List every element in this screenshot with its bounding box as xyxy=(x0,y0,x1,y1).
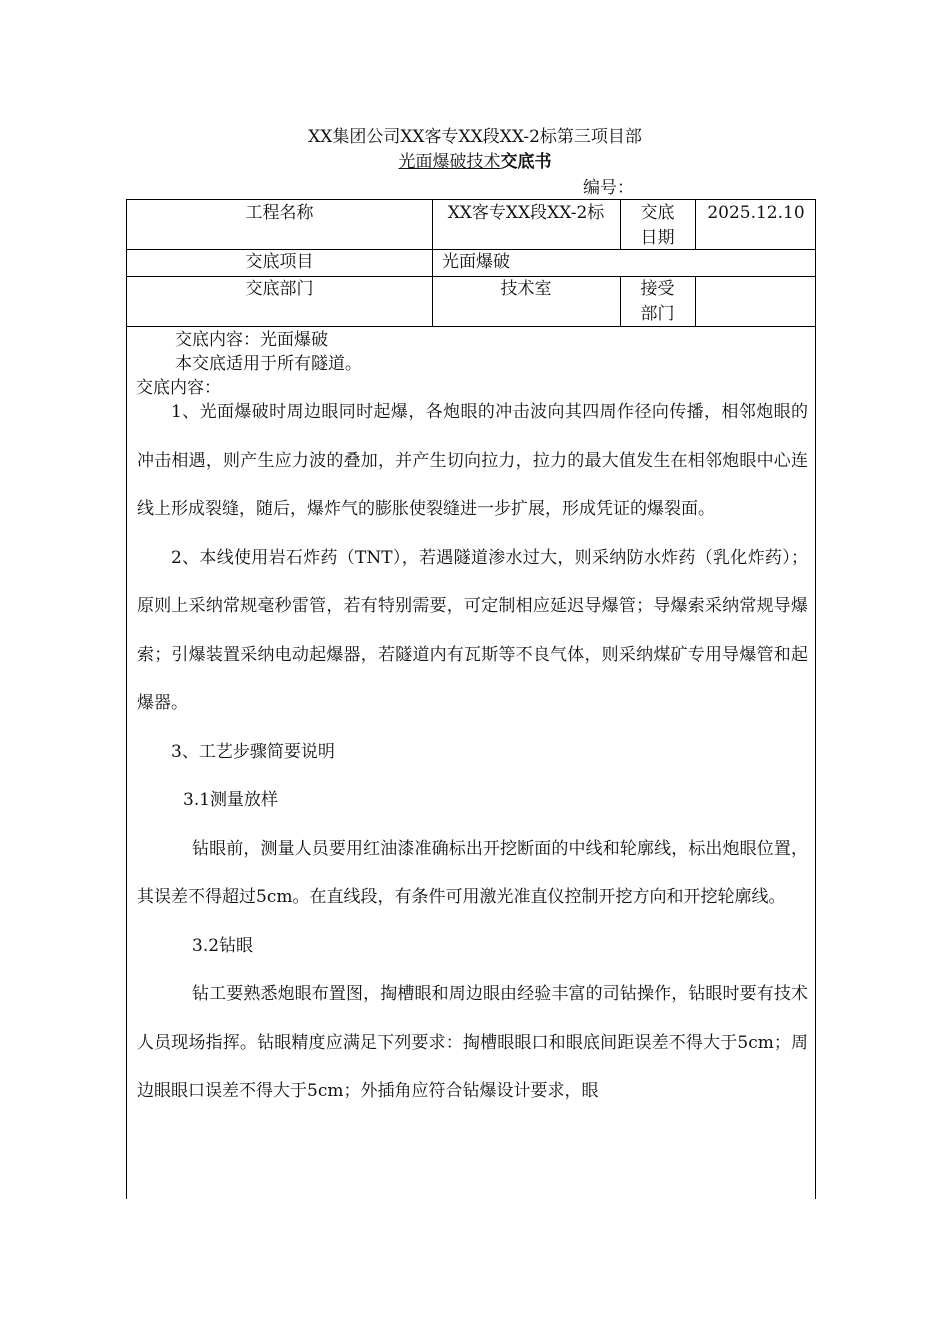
receiver-label: 接受部门 xyxy=(640,279,675,324)
column-divider xyxy=(620,200,621,249)
content-intro-3: 交底内容： xyxy=(136,378,221,398)
content-intro-1: 交底内容：光面爆破 xyxy=(175,330,328,350)
dept-label: 交底部门 xyxy=(245,279,314,299)
section-3-2-body: 钻工要熟悉炮眼布置图，掏槽眼和周边眼由经验丰富的司钻操作，钻眼时要有技术人员现场指挥。钻眼精度应满足下列要求：掏槽眼眼口和眼底间距误差不得大于5cm；周边眼眼口误差不得大于5cm；外插角应符合钻爆设计要求，眼 xyxy=(137,984,808,1101)
paragraph-2: 2、本线使用岩石炸药（TNT），若遇隧道渗水过大，则采纳防水炸药（乳化炸药）；原则上采纳常规毫秒雷管，若有特别需要，可定制相应延迟导爆管；导爆索采纳常规导爆索；引爆装置采纳电动起爆器，若隧道内有瓦斯等不良气体，则采纳煤矿专用导爆管和起爆器。 xyxy=(137,547,808,713)
paragraph-1: 1、光面爆破时周边眼同时起爆，各炮眼的冲击波向其四周作径向传播，相邻炮眼的冲击相遇，则产生应力波的叠加，并产生切向拉力，拉力的最大值发生在相邻炮眼中心连线上形成裂缝，随后，爆炸气的膨胀使裂缝进一步扩展，形成凭证的爆裂面。 xyxy=(137,402,808,519)
content-intro-2: 本交底适用于所有隧道。 xyxy=(175,354,362,374)
date-value: 2025.12.10 xyxy=(707,203,805,223)
column-divider xyxy=(620,276,621,326)
column-divider xyxy=(695,276,696,326)
section-3-1-title: 3.1测量放样 xyxy=(183,790,279,810)
section-3-1-body: 钻眼前，测量人员要用红油漆准确标出开挖断面的中线和轮廓线，标出炮眼位置，其误差不得超过5cm。在直线段，有条件可用激光准直仪控制开挖方向和开挖轮廓线。 xyxy=(137,838,808,907)
serial-number-label: 编号： xyxy=(583,178,634,198)
document-title xyxy=(0,150,950,174)
project-name-label: 工程名称 xyxy=(245,203,314,223)
date-label: 交底日期 xyxy=(640,203,675,248)
company-line: XX集团公司XX客专XX段XX-2标第三项目部 xyxy=(308,127,642,147)
row-divider xyxy=(127,326,816,327)
title-underlined: 光面爆破技术 xyxy=(398,152,501,172)
item-value: 光面爆破 xyxy=(442,252,510,272)
disclosure-content xyxy=(137,328,808,1116)
title-bold: 交底书 xyxy=(500,152,552,172)
disclosure-table xyxy=(126,199,816,1199)
project-name-value: XX客专XX段XX-2标 xyxy=(447,203,605,223)
paragraph-3: 3、工艺步骤简要说明 xyxy=(171,741,335,762)
item-label: 交底项目 xyxy=(245,252,314,272)
dept-value: 技术室 xyxy=(500,279,552,299)
section-3-2-title: 3.2钻眼 xyxy=(192,935,254,956)
